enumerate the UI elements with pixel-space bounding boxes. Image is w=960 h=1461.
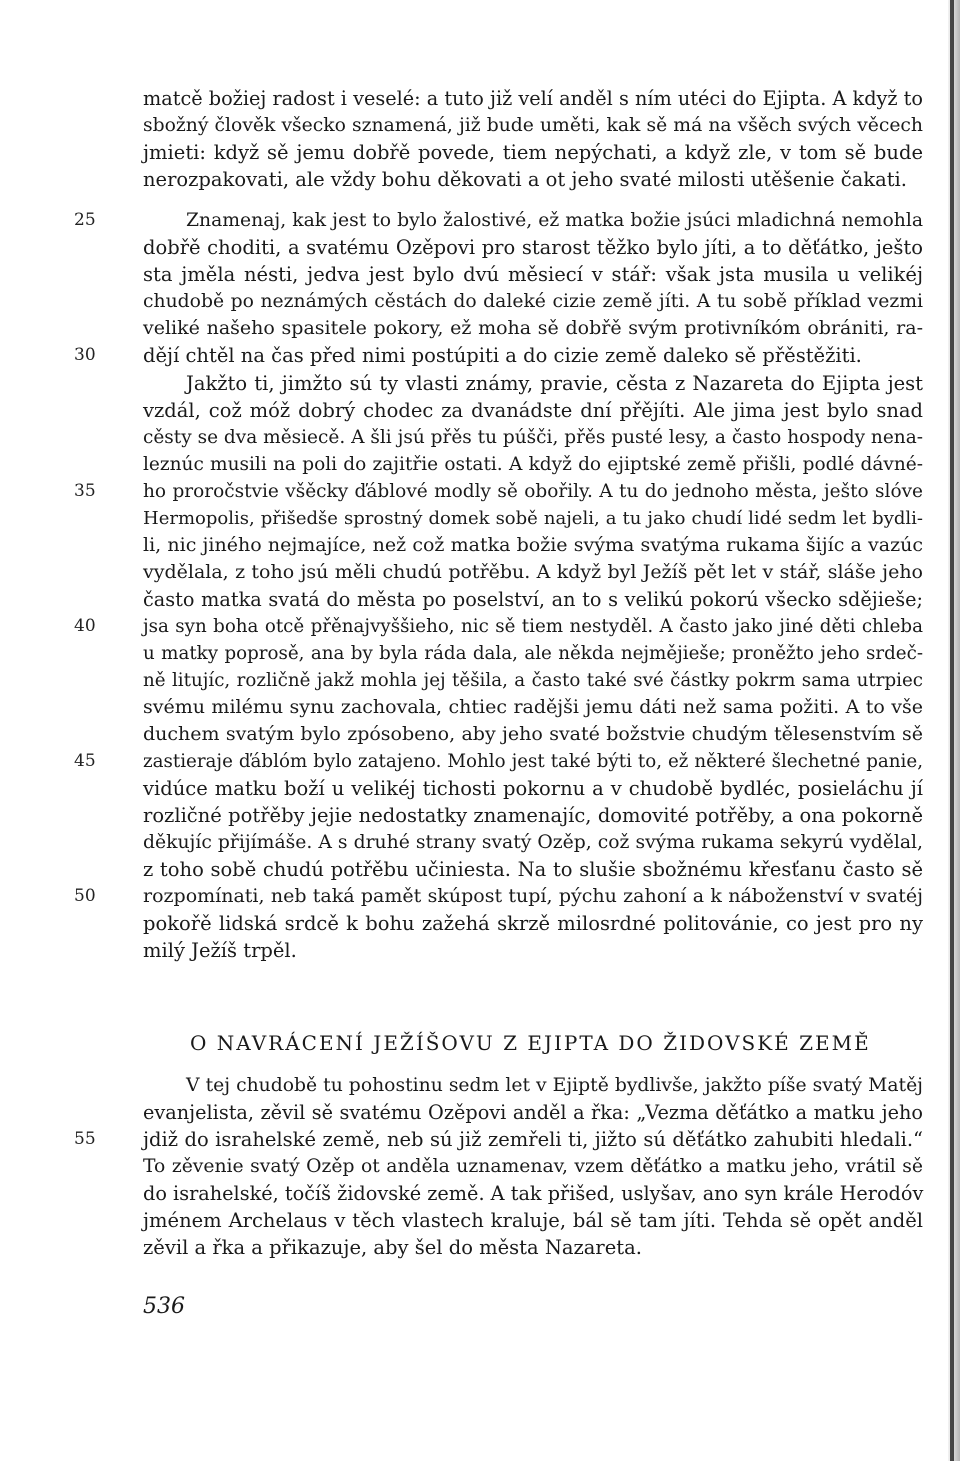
- line-number: 30: [74, 345, 96, 365]
- text-line: veliké našeho spasitele pokory, ež moha sě dobřě svým protivníkóm obrániti, ra-: [143, 317, 923, 339]
- page-number: 536: [143, 1294, 185, 1319]
- text-line: dějí chtěl na čas před nimi postúpiti a do cizie země daleko sě přěstěžiti.: [143, 344, 862, 367]
- text-line: rozpomínati, neb taká pamět skúpost tupí, pýchu zahoní a k náboženství v svatéj: [143, 885, 923, 907]
- text-line: matcě božiej radost i veselé: a tuto již velí anděl s ním utéci do Ejipta. A když to: [143, 87, 923, 110]
- text-line: rozličné potřěby jejie nedostatky znamenajíc, domovité potřěby, a ona pokorně: [143, 804, 923, 827]
- text-line: Znamenaj, kak jest to bylo žalostivé, ež matka božie jsúci mladichná nemohla: [186, 210, 923, 231]
- text-line: li, nic jiného nejmajíce, než což matka božie svýma svatýma rukama šijíc a vazúc: [143, 534, 923, 556]
- line-number: 40: [74, 616, 96, 636]
- text-line: pokořě lidská srdcě k bohu zažehá skrzě milosrdné politovánie, co jest pro ny: [143, 912, 923, 935]
- text-line: jménem Archelaus v těch vlastech kraluje, bál sě tam jíti. Tehda sě opět anděl: [143, 1209, 923, 1232]
- text-line: z toho sobě chudú potřěbu učiniesta. Na to slušie sbožnému křesťanu často sě: [143, 858, 923, 881]
- book-spine-edge: [950, 0, 954, 1461]
- text-line: u matky poprosě, ana by byla ráda dala, ale někda nejmějieše; proněžto jeho srdeč-: [143, 643, 923, 664]
- text-line: evanjelista, zěvil sě svatému Ozěpovi anděl a řka: „Vezma děťátko a matku jeho: [143, 1101, 923, 1124]
- text-line: ně litujíc, rozličně jakž mohla jej těšila, a často také své částky pokrm sama utrpiec: [143, 670, 923, 691]
- text-line: zastieraje ďáblóm bylo zatajeno. Mohlo jest také býti to, ež některé šlechetné panie,: [143, 751, 923, 772]
- text-line: cěsty se dva měsiecě. A šli jsú přěs tu púšči, přěs pusté lesy, a často hospody nena-: [143, 427, 923, 448]
- text-line: chudobě po neznámých cěstách do daleké cizie země jíti. A tu sobě příklad vezmi: [143, 291, 923, 312]
- text-line: zěvil a řka a přikazuje, aby šel do města Nazareta.: [143, 1236, 642, 1259]
- text-line: vidúce matku boží u velikéj tichosti pokornu a v chudobě bydléc, posieláchu jí: [143, 777, 923, 800]
- text-line: Jakžto ti, jimžto sú ty vlasti známy, pravie, cěsta z Nazareta do Ejipta jest: [186, 372, 923, 395]
- line-number: 25: [74, 210, 96, 230]
- text-line: často matka svatá do města po poselství, an to s velikú pokorú všecko sdějieše;: [143, 588, 923, 611]
- text-line: To zěvenie svatý Ozěp ot anděla uznamenav, vzem děťátko a matku jeho, vrátil sě: [143, 1156, 923, 1177]
- text-line: Hermopolis, přišedše sprostný domek sobě najeli, a tu jako chudí lidé sedm let bydli-: [143, 508, 923, 529]
- text-line: svému milému synu zachovala, chtiec radějši jemu dáti než sama požiti. A to vše: [143, 696, 923, 718]
- text-line: leznúc musili na poli do zajitřie ostati. A když do ejiptské země přišli, podlé dávné-: [143, 454, 923, 475]
- text-line: jdiž do israhelské země, neb sú již zemřeli ti, jižto sú děťátko zahubiti hledali.“: [143, 1128, 923, 1151]
- text-line: jmieti: když sě jemu dobřě povede, tiem nepýchati, a když zle, v tom sě bude: [143, 141, 923, 164]
- text-line: sta jměla nésti, jedva jest bylo dvú měsiecí v stář: však jsta musila u velikéj: [143, 263, 923, 286]
- line-number: 35: [74, 481, 96, 501]
- text-line: vzdál, což móž dobrý chodec za dvanádste dní přějíti. Ale jima jest bylo snad: [143, 399, 923, 422]
- text-line: dobřě choditi, a svatému Ozěpovi pro starost těžko bylo jíti, a to děťátko, ješto: [143, 236, 923, 259]
- section-heading: O NAVRÁCENÍ JEŽÍŠOVU Z EJIPTA DO ŽIDOVSKÉ ZEMĚ: [190, 1031, 871, 1055]
- text-line: jsa syn boha otcě přěnajvyššieho, nic sě tiem nestyděl. A často jako jiné děti chleba: [143, 616, 923, 637]
- text-line: ho proročstvie všěcky ďáblové modly sě obořily. A tu do jednoho města, ješto slóve: [143, 481, 923, 502]
- text-line: nerozpakovati, ale vždy bohu děkovati a ot jeho svaté milosti utěšenie čakati.: [143, 168, 907, 191]
- line-number: 55: [74, 1129, 96, 1149]
- text-line: milý Ježíš trpěl.: [143, 939, 297, 962]
- line-number: 45: [74, 751, 96, 771]
- text-line: děkujíc přijímáše. A s druhé strany svatý Ozěp, což svýma rukama sekyrú vydělal,: [143, 832, 923, 853]
- text-line: sbožný člověk všecko sznamená, již bude uměti, kak sě má na všěch svých věcech: [143, 115, 923, 136]
- text-line: vydělala, z toho jsú měli chudú potřěbu. A když byl Ježíš pět let v stář, sláše jeho: [143, 561, 923, 583]
- text-line: duchem svatým bylo zpósobeno, aby jeho svaté božstvie chudým tělesenstvím sě: [143, 723, 923, 745]
- text-line: do israhelské, točíš židovské země. A tak přišed, uslyšav, ano syn krále Herodóv: [143, 1182, 924, 1205]
- text-line: V tej chudobě tu pohostinu sedm let v Ejiptě bydlivše, jakžto píše svatý Matěj: [186, 1075, 923, 1096]
- line-number: 50: [74, 886, 96, 906]
